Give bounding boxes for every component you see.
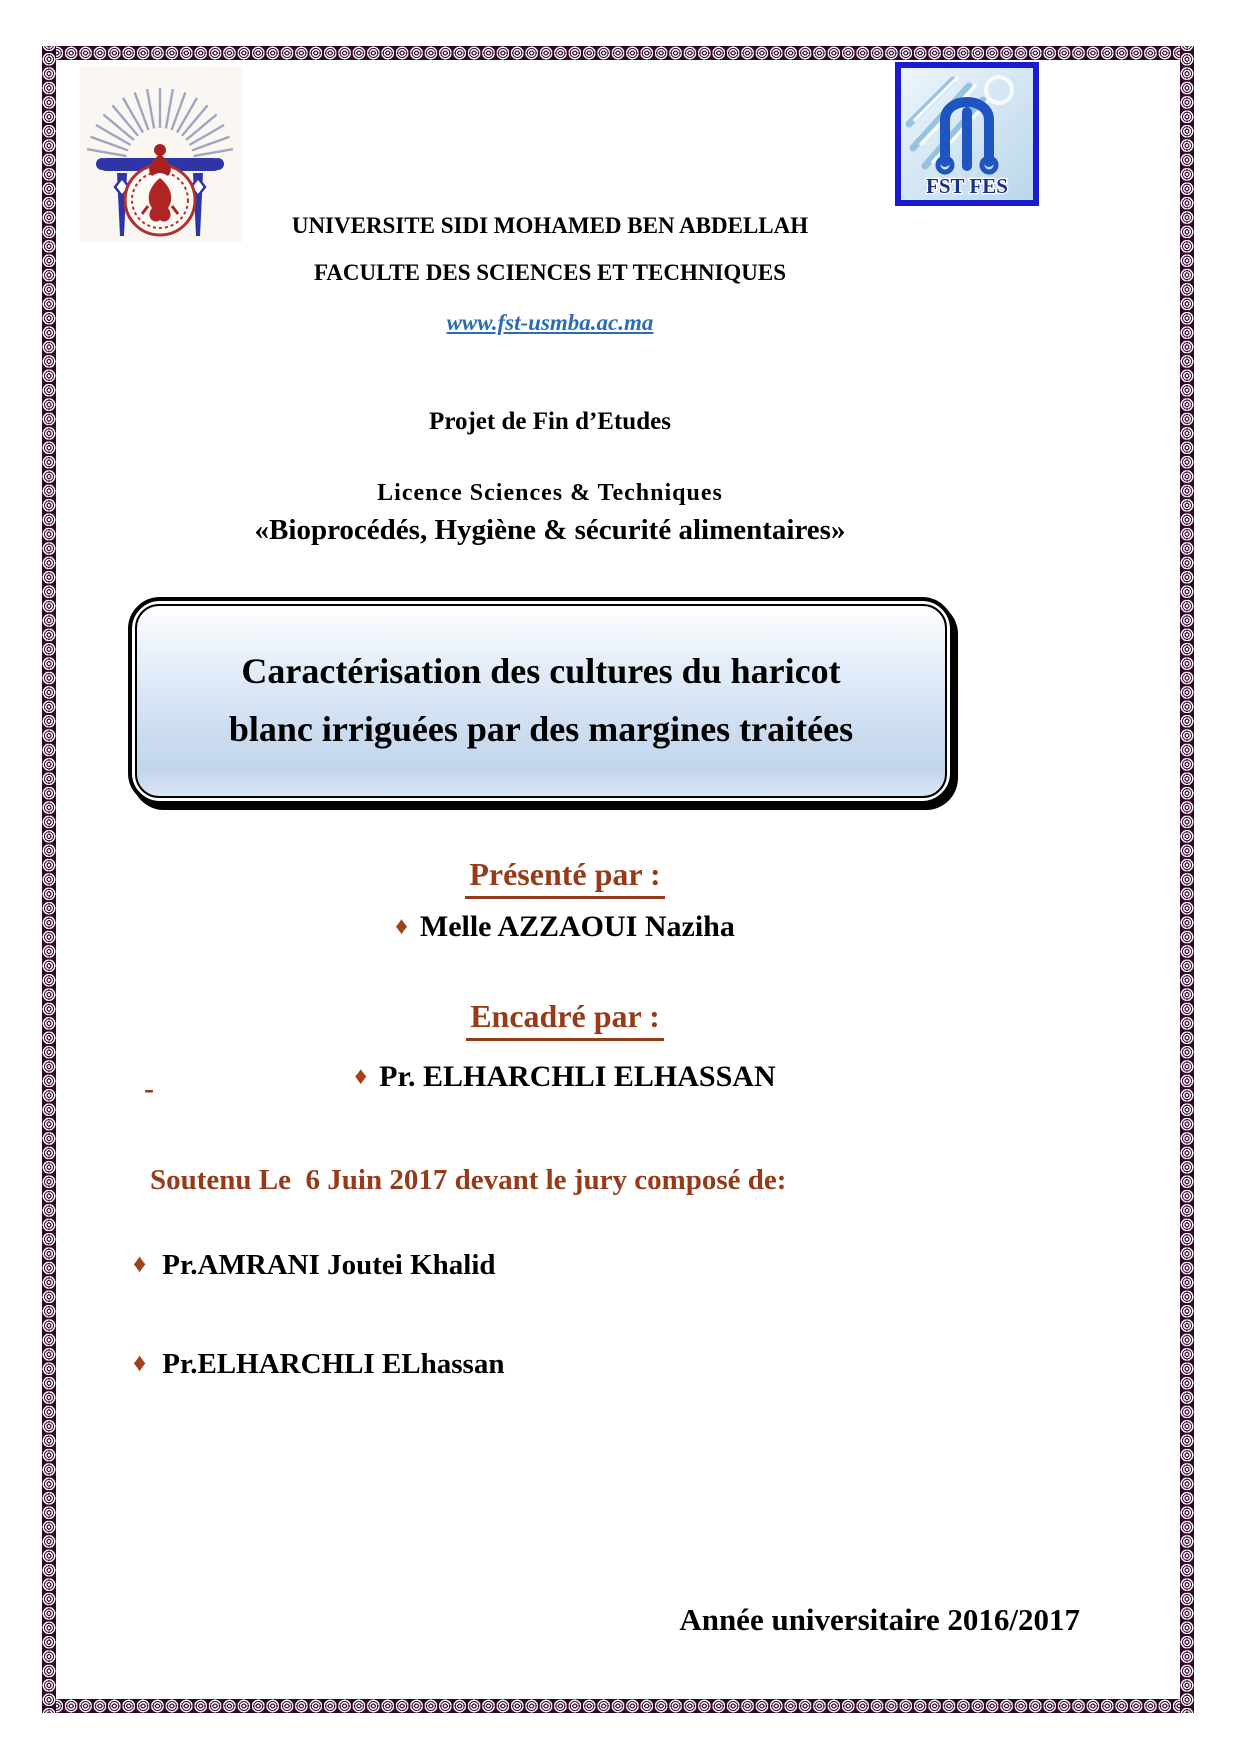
supervised-by-name-line [135, 1060, 995, 1094]
defense-line: Soutenu Le 6 Juin 2017 devant le jury composé de: [150, 1164, 787, 1196]
fst-fes-label: FST FES [926, 174, 1008, 198]
page-border-top [42, 46, 1194, 60]
thesis-title-box-inner [135, 604, 947, 798]
degree-name: Licence Sciences & Techniques [377, 480, 723, 506]
supervised-by-heading [135, 998, 995, 1041]
page-border-right [1180, 46, 1194, 1713]
faculty-name: FACULTE DES SCIENCES ET TECHNIQUES [313, 260, 787, 285]
page-border-left [42, 46, 56, 1713]
presented-by-name: Melle AZZAOUI Naziha [419, 910, 735, 943]
website-line [120, 310, 980, 336]
stray-dash: - [144, 1072, 154, 1105]
diamond-bullet-icon: ♦ [133, 1249, 147, 1278]
website-link[interactable]: www.fst-usmba.ac.ma [446, 310, 654, 335]
presented-by-heading [135, 856, 995, 899]
jury-member-row [133, 1348, 504, 1381]
fst-fes-logo [895, 62, 1039, 206]
supervised-by-name: Pr. ELHARCHLI ELHASSAN [379, 1060, 776, 1093]
fst-fes-icon [895, 62, 1039, 206]
jury-member-row [133, 1249, 496, 1282]
academic-year: Année universitaire 2016/2017 [679, 1602, 1080, 1637]
presented-by-name-line [135, 910, 995, 944]
project-type: Projet de Fin d’Etudes [429, 408, 671, 435]
thesis-title-line2: blanc irriguées par des margines traitées [228, 709, 854, 749]
specialty-name: «Bioprocédés, Hygiène & sécurité alimentaires» [254, 514, 846, 546]
diamond-bullet-icon: ♦ [354, 1063, 368, 1090]
diamond-bullet-icon: ♦ [133, 1348, 147, 1377]
diamond-bullet-icon: ♦ [395, 913, 408, 940]
thesis-title-box [128, 597, 954, 805]
supervised-by-heading-text: Encadré par : [466, 998, 664, 1041]
jury-member-name: Pr.AMRANI Joutei Khalid [162, 1249, 496, 1281]
presented-by-heading-text: Présenté par : [465, 856, 664, 899]
university-name: UNIVERSITE SIDI MOHAMED BEN ABDELLAH [291, 213, 809, 238]
jury-member-name: Pr.ELHARCHLI ELhassan [162, 1348, 505, 1380]
thesis-title-line1: Caractérisation des cultures du haricot [241, 651, 841, 692]
page-border-bottom [42, 1699, 1194, 1713]
